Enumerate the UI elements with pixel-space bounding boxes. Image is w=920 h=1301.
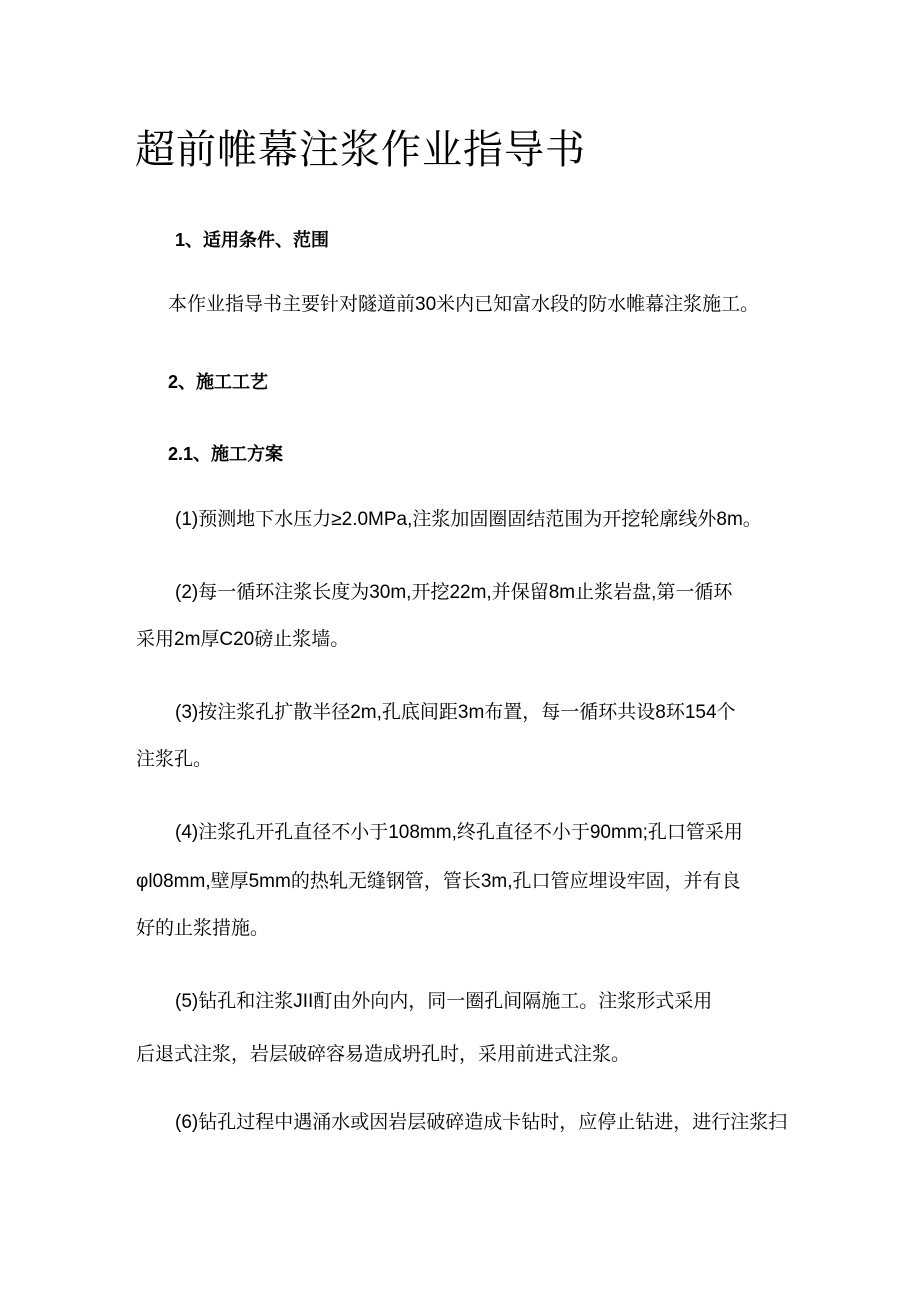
item-4-line-3: 好的止浆措施。 (136, 918, 270, 939)
item-2-line-2: 采用2m厚C20磅止浆墙。 (136, 629, 350, 650)
item-1-line-1: (1)预测地下水压力≥2.0MPa,注浆加固圈固结范围为开挖轮廓线外8m。 (175, 509, 762, 530)
item-4-line-1: (4)注浆孔开孔直径不小于108mm,终孔直径不小于90mm;孔口管采用 (175, 822, 743, 843)
document-title: 超前帷幕注浆作业指导书 (135, 127, 586, 173)
section-2-1-heading: 2.1、施工方案 (168, 444, 284, 464)
section-1-heading: 1、适用条件、范围 (175, 230, 330, 250)
item-5-line-2: 后退式注浆，岩层破碎容易造成坍孔时，采用前进式注浆。 (136, 1044, 631, 1065)
item-5-line-1: (5)钻孔和注浆JII酊由外向内，同一圈孔间隔施工。注浆形式采用 (175, 991, 713, 1012)
item-3-line-2: 注浆孔。 (136, 749, 213, 770)
item-3-line-1: (3)按注浆孔扩散半径2m,孔底间距3m布置，每一循环共设8环154个 (175, 702, 736, 723)
section-2-heading: 2、施工工艺 (168, 372, 269, 392)
item-2-line-1: (2)每一循环注浆长度为30m,开挖22m,并保留8m止浆岩盘,第一循环 (175, 582, 733, 603)
item-6-line-1: (6)钻孔过程中遇涌水或因岩层破碎造成卡钻时，应停止钻进，进行注浆扫 (175, 1112, 788, 1133)
item-4-line-2: φl08mm,壁厚5mm的热轧无缝钢管，管长3m,孔口管应埋设牢固，并有良 (136, 871, 741, 892)
section-1-body: 本作业指导书主要针对隧道前30米内已知富水段的防水帷幕注浆施工。 (168, 294, 760, 315)
